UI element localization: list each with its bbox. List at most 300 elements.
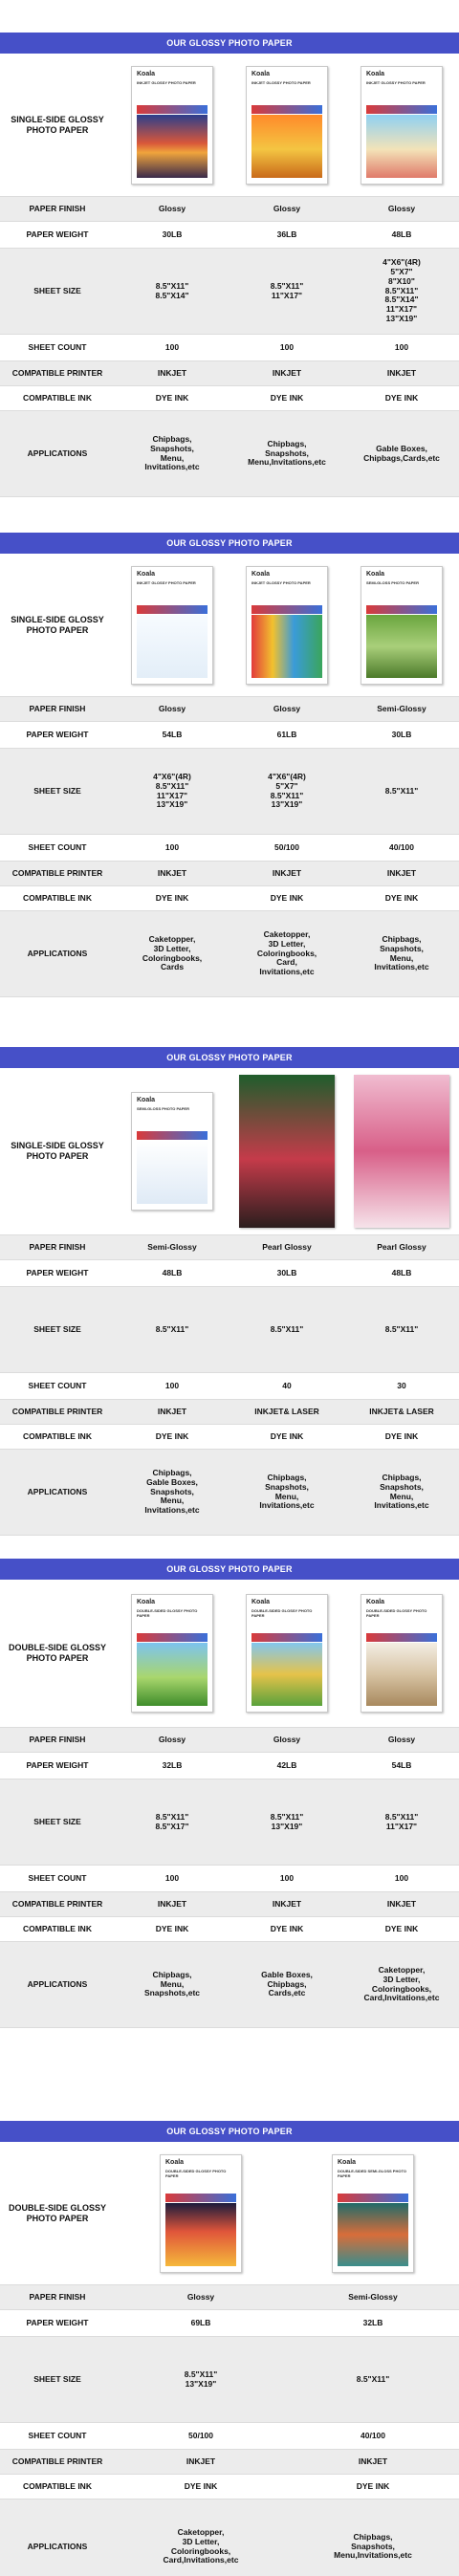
spec-value-count: 30 — [397, 1380, 406, 1390]
spec-value-weight: 30LB — [162, 229, 183, 239]
sheet-size-line: 8.5"X14" — [155, 290, 189, 300]
application-line: Menu, — [160, 1978, 185, 1989]
product-package — [246, 566, 328, 685]
spec-value-weight: 54LB — [391, 1759, 412, 1770]
section-banner: OUR GLOSSY PHOTO PAPER — [0, 33, 459, 54]
package-stripe — [251, 1633, 322, 1642]
product-image-row — [0, 54, 459, 197]
spec-label-apps: APPLICATIONS — [27, 2541, 88, 2551]
spec-value-size — [230, 1813, 344, 1832]
package-stripe — [366, 1633, 437, 1642]
spec-label-size: SHEET SIZE — [33, 1816, 81, 1826]
product-section — [0, 33, 459, 497]
spec-row-finish — [0, 1235, 459, 1260]
spec-value-finish: Glossy — [387, 203, 416, 213]
spec-value-ink: DYE INK — [270, 892, 304, 903]
sheet-size-line: 4"X6"(4R) — [153, 771, 191, 781]
package-title: DOUBLE-SIDED GLOSSY PHOTO PAPER — [137, 1608, 198, 1618]
spec-row-count — [0, 2423, 459, 2450]
spec-row-count — [0, 1866, 459, 1892]
package-title: INKJET GLOSSY PHOTO PAPER — [251, 79, 311, 85]
spec-value-count: 100 — [279, 1872, 295, 1883]
application-line: Cards — [160, 962, 185, 972]
application-line: Gable Boxes, — [376, 443, 427, 453]
sheet-size-line: 8"X10" — [388, 275, 415, 286]
product-package — [361, 66, 443, 185]
brand-logo: Koala — [366, 1599, 385, 1605]
product-package — [246, 1594, 328, 1713]
product-image-cell — [115, 66, 230, 185]
application-line: Gable Boxes, — [146, 1476, 198, 1487]
product-package — [131, 1594, 213, 1713]
product-image-cell — [115, 1092, 230, 1211]
spec-row-size — [0, 749, 459, 835]
brand-logo: Koala — [137, 1097, 156, 1103]
spec-value-printer: INKJET — [157, 367, 187, 378]
product-section — [0, 2121, 459, 2576]
spec-value-finish: Glossy — [158, 1734, 186, 1744]
sheet-size-line: 8.5"X11" — [384, 285, 419, 295]
application-line: Caketopper, — [177, 2526, 225, 2537]
sheet-size-line: 13"X19" — [271, 799, 303, 810]
spec-label-ink: COMPATIBLE INK — [23, 1430, 92, 1441]
spec-label-printer: COMPATIBLE PRINTER — [11, 1406, 103, 1416]
spec-value-size — [287, 2375, 459, 2385]
spec-value-finish: Glossy — [158, 203, 186, 213]
spec-row-finish — [0, 2285, 459, 2310]
spec-value-size — [344, 258, 459, 323]
spec-row-weight — [0, 1260, 459, 1287]
spec-label-size: SHEET SIZE — [33, 285, 81, 295]
sheet-size-line: 8.5"X11" — [270, 1811, 304, 1822]
spec-row-count — [0, 835, 459, 862]
spec-row-ink — [0, 1425, 459, 1450]
spec-row-finish — [0, 697, 459, 722]
spec-value-finish: Glossy — [273, 203, 301, 213]
package-photo — [251, 115, 322, 178]
spec-value-apps — [230, 930, 344, 977]
spec-value-finish: Glossy — [273, 703, 301, 713]
spec-label-finish: PAPER FINISH — [29, 203, 86, 213]
package-photo — [137, 115, 208, 178]
package-photo — [165, 2203, 236, 2266]
spec-label-weight: PAPER WEIGHT — [26, 2317, 89, 2327]
spec-value-apps — [344, 1474, 459, 1511]
sheet-size-line: 5"X7" — [275, 780, 298, 791]
spec-label-count: SHEET COUNT — [28, 2430, 87, 2440]
spec-value-count: 100 — [164, 1872, 180, 1883]
sheet-size-line: 8.5"X11" — [384, 785, 419, 796]
package-photo — [251, 1643, 322, 1706]
application-line: Menu, — [274, 1491, 299, 1501]
application-line: Invitations,etc — [144, 1505, 200, 1516]
application-line: Chipbags, — [267, 1978, 307, 1989]
package-photo — [137, 615, 208, 678]
spec-label-weight: PAPER WEIGHT — [26, 729, 89, 739]
spec-row-weight — [0, 1753, 459, 1779]
spec-value-printer: INKJET — [386, 367, 417, 378]
application-line: Menu, — [389, 1491, 414, 1501]
spec-value-printer: INKJET — [157, 1406, 187, 1416]
brand-logo: Koala — [251, 70, 271, 77]
spec-value-printer: INKJET — [186, 2456, 216, 2466]
package-photo — [251, 615, 322, 678]
spec-value-weight: 42LB — [276, 1759, 297, 1770]
spec-value-weight: 30LB — [276, 1267, 297, 1277]
brand-logo: Koala — [251, 1599, 271, 1605]
spec-value-ink: DYE INK — [384, 1923, 419, 1933]
spec-value-size — [115, 1813, 230, 1832]
package-stripe — [165, 2194, 236, 2202]
sheet-size-line: 8.5"X11" — [356, 2373, 390, 2384]
section-banner: OUR GLOSSY PHOTO PAPER — [0, 1047, 459, 1068]
brand-logo: Koala — [366, 70, 385, 77]
spec-row-ink — [0, 2475, 459, 2500]
application-line: Menu,Invitations,etc — [248, 457, 326, 468]
brand-logo: Koala — [366, 570, 385, 578]
application-line: Invitations,etc — [374, 1500, 429, 1511]
spec-value-count: 100 — [394, 1872, 409, 1883]
spec-value-finish: Semi-Glossy — [348, 2291, 398, 2302]
spec-label-weight: PAPER WEIGHT — [26, 1267, 89, 1277]
sheet-size-line: 8.5"X17" — [155, 1821, 189, 1831]
brand-logo: Koala — [165, 2158, 185, 2166]
spec-value-weight: 54LB — [162, 729, 183, 739]
spec-value-size — [344, 1325, 459, 1335]
product-image-row — [0, 554, 459, 697]
product-section — [0, 533, 459, 997]
spec-value-finish: Pearl Glossy — [262, 1241, 312, 1252]
package-stripe — [251, 105, 322, 114]
product-package — [246, 66, 328, 185]
application-line: Invitations,etc — [259, 967, 315, 977]
spec-value-count: 50/100 — [188, 2430, 213, 2440]
spec-value-weight: 32LB — [362, 2317, 383, 2327]
product-photo — [239, 1075, 335, 1228]
application-line: Invitations,etc — [259, 1500, 315, 1511]
spec-value-weight: 36LB — [276, 229, 297, 239]
application-line: Chipbags, — [353, 2531, 393, 2542]
sheet-size-line: 8.5"X11" — [384, 1323, 419, 1334]
product-package — [131, 566, 213, 685]
spec-value-ink: DYE INK — [356, 2480, 390, 2491]
application-line: Chipbags, — [382, 933, 422, 944]
spec-value-apps — [115, 1469, 230, 1516]
sheet-size-line: 8.5"X11" — [155, 1811, 189, 1822]
spec-label-count: SHEET COUNT — [28, 341, 87, 352]
sheet-size-line: 11"X17" — [156, 790, 188, 800]
product-package — [361, 1594, 443, 1713]
sheet-size-line: 8.5"X11" — [384, 1811, 419, 1822]
package-stripe — [251, 605, 322, 614]
spec-value-apps — [230, 1971, 344, 1998]
spec-row-printer — [0, 862, 459, 886]
package-title: INKJET GLOSSY PHOTO PAPER — [251, 579, 311, 585]
spec-row-printer — [0, 1400, 459, 1425]
spec-value-ink: DYE INK — [384, 892, 419, 903]
spec-value-apps — [230, 1474, 344, 1511]
brand-logo: Koala — [251, 570, 271, 578]
package-title: DOUBLE-SIDED SEMI-GLOSS PHOTO PAPER — [338, 2168, 406, 2178]
spec-value-apps — [115, 2528, 287, 2565]
sheet-size-line: 13"X19" — [185, 2378, 217, 2389]
spec-value-weight: 61LB — [276, 729, 297, 739]
spec-value-size — [230, 282, 344, 301]
application-line: Menu, — [160, 1495, 185, 1506]
spec-row-size — [0, 1779, 459, 1866]
spec-value-finish: Semi-Glossy — [147, 1241, 197, 1252]
application-line: Chipbags, — [152, 1468, 192, 1478]
application-line: 3D Letter, — [382, 1974, 421, 1984]
spec-value-apps — [230, 440, 344, 468]
application-line: Coloringbooks, — [142, 952, 203, 963]
spec-value-apps — [115, 935, 230, 972]
spec-label-count: SHEET COUNT — [28, 1380, 87, 1390]
spec-value-finish: Glossy — [158, 703, 186, 713]
spec-label-weight: PAPER WEIGHT — [26, 1759, 89, 1770]
spec-value-ink: DYE INK — [184, 2480, 218, 2491]
spec-label-ink: COMPATIBLE INK — [23, 892, 92, 903]
spec-label-apps: APPLICATIONS — [27, 1486, 88, 1496]
sheet-size-line: 11"X17" — [385, 1821, 418, 1831]
product-image-row — [0, 1068, 459, 1235]
spec-value-size — [230, 773, 344, 810]
spec-label-size: SHEET SIZE — [33, 2373, 81, 2384]
sheet-size-line: 11"X17" — [385, 304, 418, 315]
sheet-size-line: 13"X19" — [156, 799, 188, 810]
sheet-size-line: 8.5"X11" — [270, 790, 304, 800]
spec-label-count: SHEET COUNT — [28, 1872, 87, 1883]
spec-row-ink — [0, 1917, 459, 1942]
spec-value-finish: Glossy — [273, 1734, 301, 1744]
product-image-cell — [344, 66, 459, 185]
spec-value-apps — [287, 2533, 459, 2561]
spec-value-size — [230, 1325, 344, 1335]
package-photo — [366, 615, 437, 678]
sheet-size-line: 8.5"X11" — [155, 780, 189, 791]
spec-row-count — [0, 1373, 459, 1400]
package-stripe — [366, 605, 437, 614]
spec-row-ink — [0, 386, 459, 411]
spec-value-printer: INKJET — [272, 1898, 302, 1909]
product-image-row — [0, 1580, 459, 1728]
spec-row-printer — [0, 361, 459, 386]
spec-value-ink: DYE INK — [155, 1430, 189, 1441]
product-image-cell — [230, 66, 344, 185]
paper-type-label: SINGLE-SIDE GLOSSY PHOTO PAPER — [11, 614, 104, 635]
spec-value-count: 40 — [282, 1380, 292, 1390]
package-title: INKJET GLOSSY PHOTO PAPER — [137, 579, 196, 585]
package-title: SEMI-GLOSS PHOTO PAPER — [366, 579, 419, 585]
spec-value-weight: 48LB — [162, 1267, 183, 1277]
spec-row-apps — [0, 911, 459, 997]
product-package — [160, 2154, 242, 2273]
spec-value-printer: INKJET — [272, 367, 302, 378]
spec-row-printer — [0, 1892, 459, 1917]
application-line: Coloringbooks, — [170, 2545, 231, 2556]
spec-value-printer: INKJET& LASER — [369, 1406, 434, 1416]
sheet-size-line: 8.5"X11" — [184, 2369, 218, 2379]
application-line: Snapshots, — [265, 448, 309, 458]
spec-row-weight — [0, 2310, 459, 2337]
product-package — [131, 1092, 213, 1211]
section-banner: OUR GLOSSY PHOTO PAPER — [0, 2121, 459, 2142]
product-package — [361, 566, 443, 685]
application-line: Coloringbooks, — [256, 948, 317, 958]
sheet-size-line: 8.5"X11" — [155, 1323, 189, 1334]
spec-row-finish — [0, 1728, 459, 1753]
brand-logo: Koala — [137, 570, 156, 578]
spec-label-apps: APPLICATIONS — [27, 448, 88, 458]
spec-value-count: 100 — [164, 341, 180, 352]
spec-value-printer: INKJET — [157, 1898, 187, 1909]
application-line: Caketopper, — [148, 933, 196, 944]
spec-row-size — [0, 1287, 459, 1373]
application-line: Invitations,etc — [144, 462, 200, 472]
sheet-size-line: 13"X19" — [385, 313, 418, 323]
sheet-size-line: 8.5"X14" — [384, 295, 419, 305]
spec-row-size — [0, 2337, 459, 2423]
spec-row-weight — [0, 222, 459, 249]
package-title: SEMI-GLOSS PHOTO PAPER — [137, 1106, 189, 1111]
application-line: Snapshots, — [380, 1481, 424, 1492]
spec-value-apps — [115, 1971, 230, 1998]
spec-value-apps — [344, 445, 459, 464]
application-line: Snapshots, — [150, 443, 194, 453]
package-stripe — [137, 1131, 208, 1140]
product-image-cell — [344, 1594, 459, 1713]
spec-row-finish — [0, 197, 459, 222]
product-image-cell — [230, 1594, 344, 1713]
spec-row-count — [0, 335, 459, 361]
application-line: Chipbags, — [152, 1969, 192, 1979]
package-title: INKJET GLOSSY PHOTO PAPER — [137, 79, 196, 85]
brand-logo: Koala — [137, 70, 156, 77]
spec-value-finish: Semi-Glossy — [377, 703, 426, 713]
paper-type-label: DOUBLE-SIDE GLOSSY PHOTO PAPER — [8, 2202, 106, 2223]
application-line: Cards,etc — [268, 1988, 306, 1998]
spec-row-apps — [0, 1942, 459, 2028]
application-line: Menu, — [389, 952, 414, 963]
sheet-size-line: 11"X17" — [271, 290, 303, 300]
spec-value-count: 40/100 — [389, 841, 414, 852]
spec-value-ink: DYE INK — [270, 1923, 304, 1933]
package-title: DOUBLE-SIDED GLOSSY PHOTO PAPER — [165, 2168, 227, 2178]
application-line: Chipbags, — [382, 1472, 422, 1482]
application-line: Coloringbooks, — [371, 1983, 432, 1994]
spec-value-count: 50/100 — [274, 841, 299, 852]
spec-row-apps — [0, 1450, 459, 1536]
product-package — [332, 2154, 414, 2273]
product-image-cell — [230, 1075, 344, 1228]
application-line: Snapshots, — [351, 2541, 395, 2551]
application-line: Chipbags,Cards,etc — [363, 452, 440, 463]
package-title: INKJET GLOSSY PHOTO PAPER — [366, 79, 426, 85]
spec-label-size: SHEET SIZE — [33, 785, 81, 796]
spec-label-printer: COMPATIBLE PRINTER — [11, 1898, 103, 1909]
spec-value-weight: 69LB — [190, 2317, 211, 2327]
application-line: 3D Letter, — [268, 938, 306, 949]
spec-value-count: 40/100 — [361, 2430, 385, 2440]
spec-value-finish: Glossy — [186, 2291, 215, 2302]
paper-type-label: DOUBLE-SIDE GLOSSY PHOTO PAPER — [8, 1643, 106, 1663]
spec-row-printer — [0, 2450, 459, 2475]
package-photo — [366, 115, 437, 178]
application-line: Card,Invitations,etc — [163, 2555, 239, 2565]
spec-value-size — [115, 1325, 230, 1335]
package-stripe — [137, 105, 208, 114]
spec-value-printer: INKJET — [386, 1898, 417, 1909]
spec-value-weight: 30LB — [391, 729, 412, 739]
paper-type-label: SINGLE-SIDE GLOSSY PHOTO PAPER — [11, 114, 104, 135]
spec-value-count: 100 — [164, 1380, 180, 1390]
spec-value-ink: DYE INK — [155, 392, 189, 403]
sheet-size-line: 4"X6"(4R) — [382, 257, 421, 268]
spec-row-weight — [0, 722, 459, 749]
application-line: Chipbags, — [152, 433, 192, 444]
application-line: Chipbags, — [267, 1472, 307, 1482]
application-line: Snapshots,etc — [143, 1988, 201, 1998]
section-banner: OUR GLOSSY PHOTO PAPER — [0, 533, 459, 554]
spec-value-size — [115, 773, 230, 810]
sheet-size-line: 4"X6"(4R) — [268, 771, 306, 781]
spec-value-size — [115, 282, 230, 301]
spec-value-printer: INKJET — [157, 867, 187, 878]
package-stripe — [366, 105, 437, 114]
spec-row-apps — [0, 411, 459, 497]
application-line: Menu,Invitations,etc — [334, 2550, 412, 2561]
spec-label-finish: PAPER FINISH — [29, 1241, 86, 1252]
spec-row-size — [0, 249, 459, 335]
spec-value-size — [344, 1813, 459, 1832]
spec-label-apps: APPLICATIONS — [27, 948, 88, 958]
product-section — [0, 1559, 459, 2028]
application-line: Snapshots, — [265, 1481, 309, 1492]
package-title: DOUBLE-SIDED GLOSSY PHOTO PAPER — [251, 1608, 313, 1618]
spec-value-apps — [344, 935, 459, 972]
package-photo — [137, 1141, 208, 1204]
application-line: Menu, — [160, 452, 185, 463]
package-stripe — [338, 2194, 408, 2202]
package-stripe — [137, 1633, 208, 1642]
spec-row-apps — [0, 2500, 459, 2576]
product-image-cell — [344, 566, 459, 685]
spec-value-ink: DYE INK — [384, 392, 419, 403]
spec-label-count: SHEET COUNT — [28, 841, 87, 852]
application-line: Card, — [276, 957, 297, 968]
spec-label-ink: COMPATIBLE INK — [23, 1923, 92, 1933]
spec-value-size — [115, 2370, 287, 2390]
application-line: 3D Letter, — [153, 943, 191, 953]
spec-value-ink: DYE INK — [270, 392, 304, 403]
spec-value-weight: 48LB — [391, 229, 412, 239]
spec-label-finish: PAPER FINISH — [29, 2291, 86, 2302]
package-photo — [338, 2203, 408, 2266]
sheet-size-line: 13"X19" — [271, 1821, 303, 1831]
product-section — [0, 1047, 459, 1536]
spec-value-weight: 48LB — [391, 1267, 412, 1277]
spec-value-printer: INKJET — [386, 867, 417, 878]
spec-value-ink: DYE INK — [270, 1430, 304, 1441]
sheet-size-line: 8.5"X11" — [270, 280, 304, 291]
spec-value-finish: Glossy — [387, 1734, 416, 1744]
spec-row-ink — [0, 886, 459, 911]
product-image-cell — [344, 1075, 459, 1228]
application-line: Invitations,etc — [374, 962, 429, 972]
spec-label-finish: PAPER FINISH — [29, 703, 86, 713]
paper-type-label: SINGLE-SIDE GLOSSY PHOTO PAPER — [11, 1141, 104, 1161]
spec-value-finish: Pearl Glossy — [377, 1241, 426, 1252]
